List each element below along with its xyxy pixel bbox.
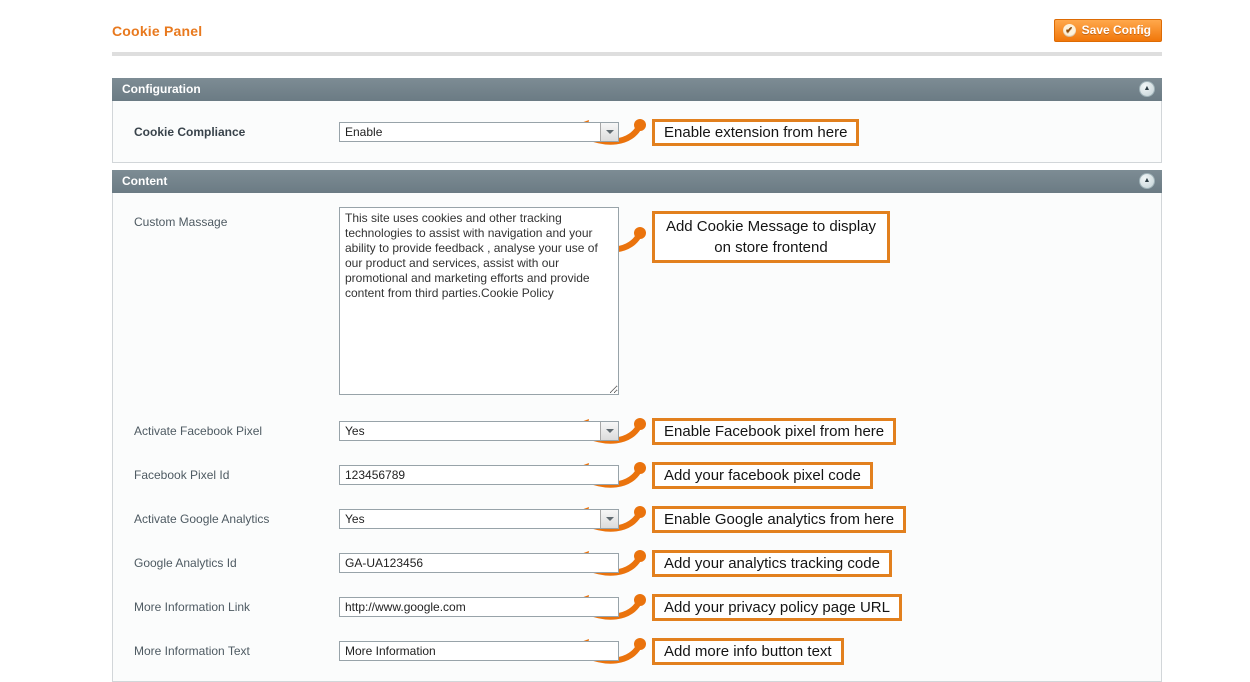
- page-title: Cookie Panel: [112, 23, 203, 39]
- annotation-facebook-pixel-enable: Enable Facebook pixel from here: [652, 418, 896, 445]
- activate-facebook-pixel-select[interactable]: [339, 421, 619, 441]
- annotation-cookie-message: Add Cookie Message to display on store frontend: [652, 211, 890, 263]
- section-content: [112, 170, 1162, 682]
- custom-message-label: Custom Massage: [134, 215, 228, 229]
- activate-google-analytics-label: Activate Google Analytics: [134, 512, 270, 526]
- activate-google-analytics-select-value: Yes: [345, 512, 365, 526]
- chevron-down-icon[interactable]: [600, 123, 618, 141]
- google-analytics-id-row: [134, 546, 1161, 580]
- collapse-arrow-icon[interactable]: [1139, 173, 1155, 189]
- activate-facebook-pixel-select-value: Yes: [345, 424, 365, 438]
- cookie-compliance-select[interactable]: [339, 122, 619, 142]
- check-circle-icon: [1063, 24, 1076, 37]
- section-configuration: [112, 78, 1162, 163]
- more-information-link-label: More Information Link: [134, 600, 251, 614]
- annotation-enable-extension: Enable extension from here: [652, 119, 859, 146]
- facebook-pixel-id-label: Facebook Pixel Id: [134, 468, 230, 482]
- cookie-compliance-select-value: Enable: [345, 125, 383, 139]
- content-section-title: Content: [122, 174, 168, 188]
- google-analytics-id-input[interactable]: [339, 553, 619, 573]
- main-content: [112, 0, 1162, 682]
- more-information-text-input[interactable]: [339, 641, 619, 661]
- more-information-text-row: [134, 634, 1161, 668]
- annotation-facebook-pixel-code: Add your facebook pixel code: [652, 462, 873, 489]
- chevron-down-icon[interactable]: [600, 422, 618, 440]
- activate-facebook-pixel-row: [134, 414, 1161, 448]
- configuration-fieldset: [112, 101, 1162, 163]
- more-information-link-row: [134, 590, 1161, 624]
- activate-google-analytics-select[interactable]: [339, 509, 619, 529]
- cookie-compliance-row: [134, 115, 1161, 149]
- annotation-privacy-policy-url: Add your privacy policy page URL: [652, 594, 902, 621]
- configuration-section-header: [112, 78, 1162, 101]
- annotation-more-info-button-text: Add more info button text: [652, 638, 844, 665]
- custom-message-row: [134, 207, 1161, 400]
- activate-facebook-pixel-label: Activate Facebook Pixel: [134, 424, 263, 438]
- more-information-text-label: More Information Text: [134, 644, 250, 658]
- more-information-link-input[interactable]: [339, 597, 619, 617]
- header-divider: [112, 52, 1162, 56]
- page-header: [112, 0, 1162, 46]
- collapse-arrow-icon[interactable]: [1139, 81, 1155, 97]
- activate-google-analytics-row: [134, 502, 1161, 536]
- facebook-pixel-id-input[interactable]: [339, 465, 619, 485]
- facebook-pixel-id-row: [134, 458, 1161, 492]
- chevron-down-icon[interactable]: [600, 510, 618, 528]
- save-config-button[interactable]: [1054, 19, 1162, 42]
- cookie-compliance-label: Cookie Compliance: [134, 125, 246, 139]
- annotation-analytics-tracking-code: Add your analytics tracking code: [652, 550, 892, 577]
- save-config-label: Save Config: [1081, 23, 1151, 37]
- content-fieldset: [112, 193, 1162, 682]
- google-analytics-id-label: Google Analytics Id: [134, 556, 237, 570]
- configuration-section-title: Configuration: [122, 82, 201, 96]
- annotation-google-analytics-enable: Enable Google analytics from here: [652, 506, 906, 533]
- content-section-header: [112, 170, 1162, 193]
- custom-message-textarea[interactable]: [339, 207, 619, 395]
